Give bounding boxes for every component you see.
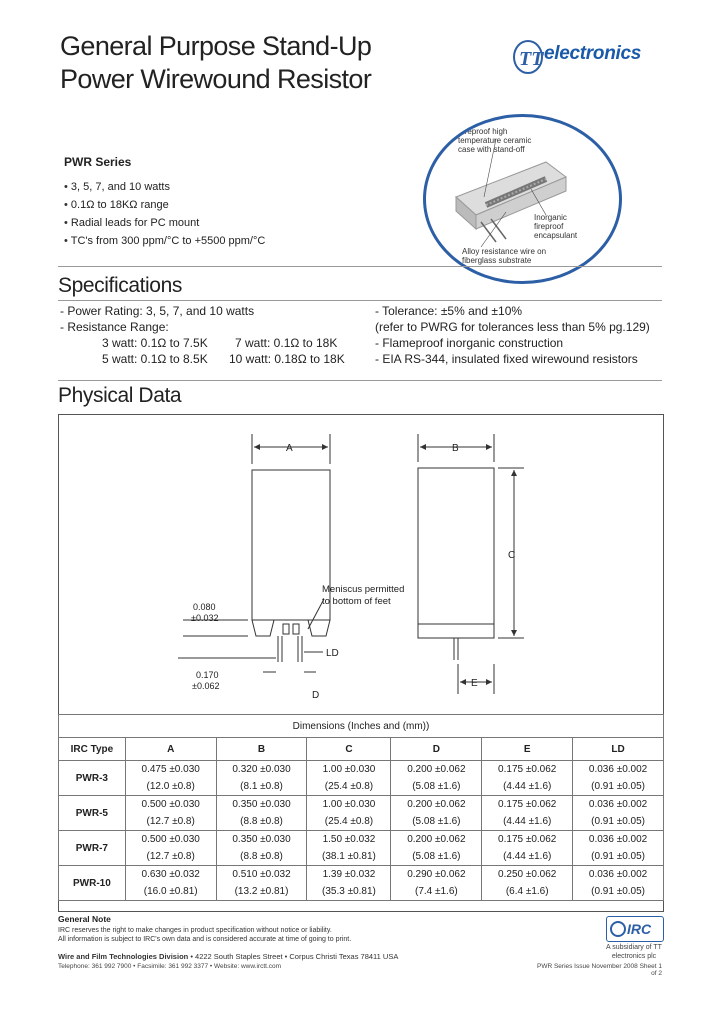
inch-cell: 1.00 ±0.030 xyxy=(307,796,391,814)
dim-label-d: D xyxy=(312,690,320,701)
dimensions-table xyxy=(58,714,664,901)
inch-cell: 0.200 ±0.062 xyxy=(391,831,482,849)
dim-080-tol: ±0.032 xyxy=(191,613,219,623)
col-header: C xyxy=(307,738,391,761)
table-row xyxy=(59,778,664,796)
mm-cell: (12.7 ±0.8) xyxy=(125,813,216,831)
table-row xyxy=(59,796,664,814)
dim-label-a: A xyxy=(286,443,293,454)
mm-cell: (5.08 ±1.6) xyxy=(391,813,482,831)
note-line: IRC reserves the right to make changes in product specification without notice or liability. xyxy=(58,927,332,934)
mm-cell: (7.4 ±1.6) xyxy=(391,883,482,901)
feature-item: • Radial leads for PC mount xyxy=(64,214,265,232)
dim-label-c: C xyxy=(508,550,516,561)
inch-cell: 0.290 ±0.062 xyxy=(391,866,482,884)
feature-list xyxy=(64,178,265,250)
dim-080: 0.080 xyxy=(193,602,216,612)
col-header: B xyxy=(216,738,307,761)
table-title: Dimensions (Inches and (mm)) xyxy=(59,715,664,738)
inch-cell: 0.320 ±0.030 xyxy=(216,761,307,779)
subsidiary-text: A subsidiary of TT electronics plc xyxy=(606,944,662,960)
inch-cell: 0.350 ±0.030 xyxy=(216,831,307,849)
table-row xyxy=(59,813,664,831)
division-line xyxy=(58,952,398,961)
mm-cell: (5.08 ±1.6) xyxy=(391,778,482,796)
range-7w: 7 watt: 0.1Ω to 18K xyxy=(235,336,338,350)
dim-label-b: B xyxy=(452,443,459,454)
specifications-heading: Specifications xyxy=(58,274,182,297)
inch-cell: 0.036 ±0.002 xyxy=(573,796,664,814)
table-row xyxy=(59,866,664,884)
inch-cell: 0.200 ±0.062 xyxy=(391,761,482,779)
general-note xyxy=(58,926,351,944)
divider xyxy=(58,266,662,267)
table-row xyxy=(59,883,664,901)
col-header: E xyxy=(482,738,573,761)
table-row xyxy=(59,831,664,849)
page-title xyxy=(60,30,371,96)
mm-cell: (25.4 ±0.8) xyxy=(307,813,391,831)
inch-cell: 0.510 ±0.032 xyxy=(216,866,307,884)
mm-cell: (12.7 ±0.8) xyxy=(125,848,216,866)
dim-170-tol: ±0.062 xyxy=(192,681,220,691)
title-line-1: General Purpose Stand-Up xyxy=(60,31,372,61)
mm-cell: (0.91 ±0.05) xyxy=(573,848,664,866)
inch-cell: 0.200 ±0.062 xyxy=(391,796,482,814)
type-cell: PWR-7 xyxy=(59,831,126,866)
irc-logo-icon xyxy=(607,917,663,941)
inch-cell: 0.175 ±0.062 xyxy=(482,761,573,779)
inch-cell: 0.500 ±0.030 xyxy=(125,831,216,849)
table-row xyxy=(59,761,664,779)
mm-cell: (5.08 ±1.6) xyxy=(391,848,482,866)
inch-cell: 1.39 ±0.032 xyxy=(307,866,391,884)
title-line-2: Power Wirewound Resistor xyxy=(60,64,372,94)
spec-resistance-range: - Resistance Range: xyxy=(60,320,169,334)
callout-case: Fireproof high temperature ceramic case with stand-off xyxy=(458,127,532,154)
contact-line: Telephone: 361 992 7900 • Facsimile: 361 992 3377 • Website: www.irctt.com xyxy=(58,963,282,970)
inch-cell: 1.00 ±0.030 xyxy=(307,761,391,779)
col-header: IRC Type xyxy=(59,738,126,761)
feature-item: • 0.1Ω to 18KΩ range xyxy=(64,196,265,214)
divider xyxy=(58,300,662,301)
mm-cell: (0.91 ±0.05) xyxy=(573,813,664,831)
table-row xyxy=(59,848,664,866)
mm-cell: (16.0 ±0.81) xyxy=(125,883,216,901)
inch-cell: 0.036 ±0.002 xyxy=(573,831,664,849)
feature-item: • TC's from 300 ppm/°C to +5500 ppm/°C xyxy=(64,232,265,250)
mm-cell: (6.4 ±1.6) xyxy=(482,883,573,901)
mm-cell: (4.44 ±1.6) xyxy=(482,813,573,831)
col-header: D xyxy=(391,738,482,761)
type-cell: PWR-3 xyxy=(59,761,126,796)
mm-cell: (8.1 ±0.8) xyxy=(216,778,307,796)
general-note-title: General Note xyxy=(58,914,111,924)
inch-cell: 1.50 ±0.032 xyxy=(307,831,391,849)
issue-text: PWR Series Issue November 2008 Sheet 1 of 2 xyxy=(536,963,662,977)
callout-wire: Alloy resistance wire on fiberglass substrate xyxy=(462,247,547,265)
note-line: All information is subject to IRC's own data and is considered accurate at time of going to print. xyxy=(58,936,352,943)
range-3w: 3 watt: 0.1Ω to 7.5K xyxy=(102,336,208,350)
dimension-drawing xyxy=(58,414,662,714)
inch-cell: 0.250 ±0.062 xyxy=(482,866,573,884)
range-5w: 5 watt: 0.1Ω to 8.5K xyxy=(102,352,208,366)
division-name: Wire and Film Technologies Division xyxy=(58,952,189,961)
feature-item: • 3, 5, 7, and 10 watts xyxy=(64,178,265,196)
svg-text:TT: TT xyxy=(519,48,544,70)
inch-cell: 0.350 ±0.030 xyxy=(216,796,307,814)
mm-cell: (35.3 ±0.81) xyxy=(307,883,391,901)
dim-170: 0.170 xyxy=(196,670,219,680)
dim-label-e: E xyxy=(471,678,478,689)
brand-text: electronics xyxy=(544,43,642,64)
mm-cell: (4.44 ±1.6) xyxy=(482,778,573,796)
meniscus-note: Meniscus permitted to bottom of feet xyxy=(322,584,405,607)
spec-tolerance: - Tolerance: ±5% and ±10% xyxy=(375,304,523,318)
irc-logo xyxy=(606,916,664,942)
irc-logo-text: IRC xyxy=(627,921,652,937)
mm-cell: (38.1 ±0.81) xyxy=(307,848,391,866)
mm-cell: (25.4 ±0.8) xyxy=(307,778,391,796)
divider xyxy=(58,380,662,381)
col-header: A xyxy=(125,738,216,761)
mm-cell: (4.44 ±1.6) xyxy=(482,848,573,866)
mm-cell: (8.8 ±0.8) xyxy=(216,848,307,866)
inch-cell: 0.630 ±0.032 xyxy=(125,866,216,884)
mm-cell: (8.8 ±0.8) xyxy=(216,813,307,831)
series-title: PWR Series xyxy=(64,155,132,169)
spec-construction: - Flameproof inorganic construction xyxy=(375,336,564,350)
spec-tolerance-note: (refer to PWRG for tolerances less than 5% pg.129) xyxy=(375,320,650,334)
inch-cell: 0.036 ±0.002 xyxy=(573,866,664,884)
address: • 4222 South Staples Street • Corpus Christi Texas 78411 USA xyxy=(190,952,399,961)
mm-cell: (12.0 ±0.8) xyxy=(125,778,216,796)
dim-label-ld: LD xyxy=(326,648,339,659)
table-body xyxy=(59,761,664,901)
inch-cell: 0.036 ±0.002 xyxy=(573,761,664,779)
inch-cell: 0.475 ±0.030 xyxy=(125,761,216,779)
type-cell: PWR-10 xyxy=(59,866,126,901)
mm-cell: (0.91 ±0.05) xyxy=(573,883,664,901)
cutaway-illustration xyxy=(423,114,622,284)
mm-cell: (13.2 ±0.81) xyxy=(216,883,307,901)
spec-eia: - EIA RS-344, insulated fixed wirewound resistors xyxy=(375,352,638,366)
physical-data-heading: Physical Data xyxy=(58,384,182,407)
inch-cell: 0.500 ±0.030 xyxy=(125,796,216,814)
callout-encapsulant: Inorganic fireproof encapsulant xyxy=(534,213,578,240)
mm-cell: (0.91 ±0.05) xyxy=(573,778,664,796)
inch-cell: 0.175 ±0.062 xyxy=(482,831,573,849)
type-cell: PWR-5 xyxy=(59,796,126,831)
range-10w: 10 watt: 0.18Ω to 18K xyxy=(229,352,345,366)
col-header: LD xyxy=(573,738,664,761)
inch-cell: 0.175 ±0.062 xyxy=(482,796,573,814)
spec-power-rating: - Power Rating: 3, 5, 7, and 10 watts xyxy=(60,304,255,318)
